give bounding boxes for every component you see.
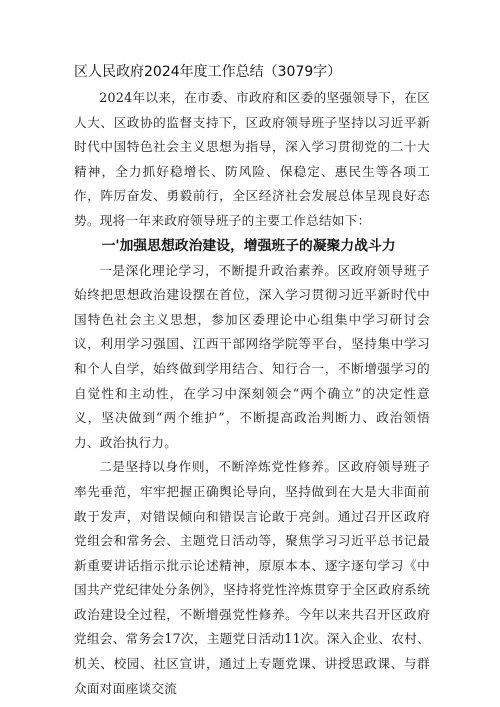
section-paragraph-2: 二是坚持以身作则，不断淬炼党性修养。区政府领导班子率先垂范，牢牢把握正确舆论导向，坚持做到在大是大非面前敢于发声，对错误倾向和错误言论敢于亮剑。通过召开区政府党组会和常务会、主题党日活动等，聚焦学习习近平总书记最新重要讲话指示批示论述精神，原原本本、逐字逐句学习《中国共产党纪律处分条例》，坚持将党性淬炼贯穿于全区政府系统政治建设全过程，不断增强党性修养。今年以来共召开区政府党组会、常务会17次，主题党日活动11次。深入企业、农村、机关、校园、社区宣讲，通过上专题党课、讲授思政课、与群众面对面座谈交流 [74, 459, 430, 696]
document-page [74, 60, 430, 701]
document-title: 区人民政府2024年度工作总结（3079字） [74, 64, 342, 80]
section-paragraph-1: 一是深化理论学习，不断提升政治素养。区政府领导班子始终把思想政治建设摆在首位，深入学习贯彻习近平新时代中国特色社会主义思想，参加区委理论中心组集中学习研讨会议，利用学习强国、江西干部网络学院等平台，坚持集中学习和个人自学，始终做到学用结合、知行合一，不断增强学习的自觉性和主动性，在学习中深刻领会“两个确立”的决定性意义，坚决做到“两个维护”，不断提高政治判断力、政治领悟力、政治执行力。 [74, 262, 430, 450]
section-heading: 一'加强思想政治建设，增强班子的凝聚力战斗力 [101, 237, 396, 254]
intro-paragraph: 2024年以来，在市委、市政府和区委的坚强领导下，在区人大、区政协的监督支持下，区政府领导班子坚持以习近平新时代中国特色社会主义思想为指导，深入学习贯彻党的二十大精神，全力抓好稳增长、防风险、保稳定、惠民生等各项工作，阵厉奋发、勇毅前行，全区经济社会发展总体呈现良好态势。现将一年来政府领导班子的主要工作总结如下： [74, 90, 430, 228]
